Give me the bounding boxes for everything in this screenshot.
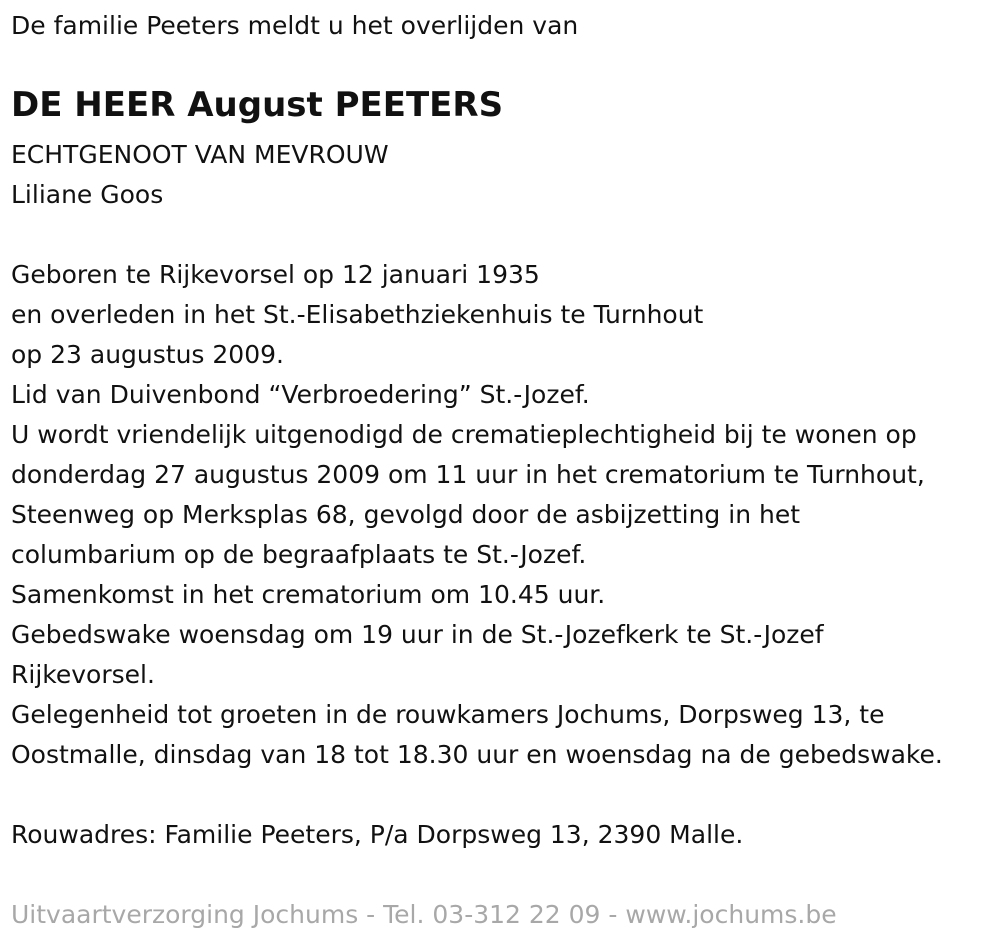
body-line: Gebedswake woensdag om 19 uur in de St.-Jozefkerk te St.-Jozef (11, 620, 824, 649)
funeral-home-footer: Uitvaartverzorging Jochums - Tel. 03-312 22 09 - www.jochums.be (11, 900, 837, 929)
spouse-block (11, 135, 389, 215)
body-line: donderdag 27 augustus 2009 om 11 uur in het crematorium te Turnhout, (11, 460, 925, 489)
deceased-name: DE HEER August PEETERS (11, 85, 504, 125)
spouse-name: Liliane Goos (11, 180, 164, 209)
body-line: en overleden in het St.-Elisabethziekenhuis te Turnhout (11, 300, 704, 329)
body-line: Geboren te Rijkevorsel op 12 januari 1935 (11, 260, 540, 289)
body-line: U wordt vriendelijk uitgenodigd de crematieplechtigheid bij te wonen op (11, 420, 917, 449)
body-line: Lid van Duivenbond “Verbroedering” St.-Jozef. (11, 380, 590, 409)
body-line: Gelegenheid tot groeten in de rouwkamers Jochums, Dorpsweg 13, te (11, 700, 885, 729)
body-line: Steenweg op Merksplas 68, gevolgd door de asbijzetting in het (11, 500, 801, 529)
body-line: Rijkevorsel. (11, 660, 155, 689)
body-line: columbarium op de begraafplaats te St.-Jozef. (11, 540, 587, 569)
intro-line: De familie Peeters meldt u het overlijden van (11, 11, 579, 40)
mourning-address: Rouwadres: Familie Peeters, P/a Dorpsweg 13, 2390 Malle. (11, 820, 744, 849)
body-line: Oostmalle, dinsdag van 18 tot 18.30 uur en woensdag na de gebedswake. (11, 740, 943, 769)
body-line: Samenkomst in het crematorium om 10.45 uur. (11, 580, 606, 609)
obituary-body (11, 255, 943, 775)
spouse-title: ECHTGENOOT VAN MEVROUW (11, 140, 389, 169)
body-line: op 23 augustus 2009. (11, 340, 284, 369)
